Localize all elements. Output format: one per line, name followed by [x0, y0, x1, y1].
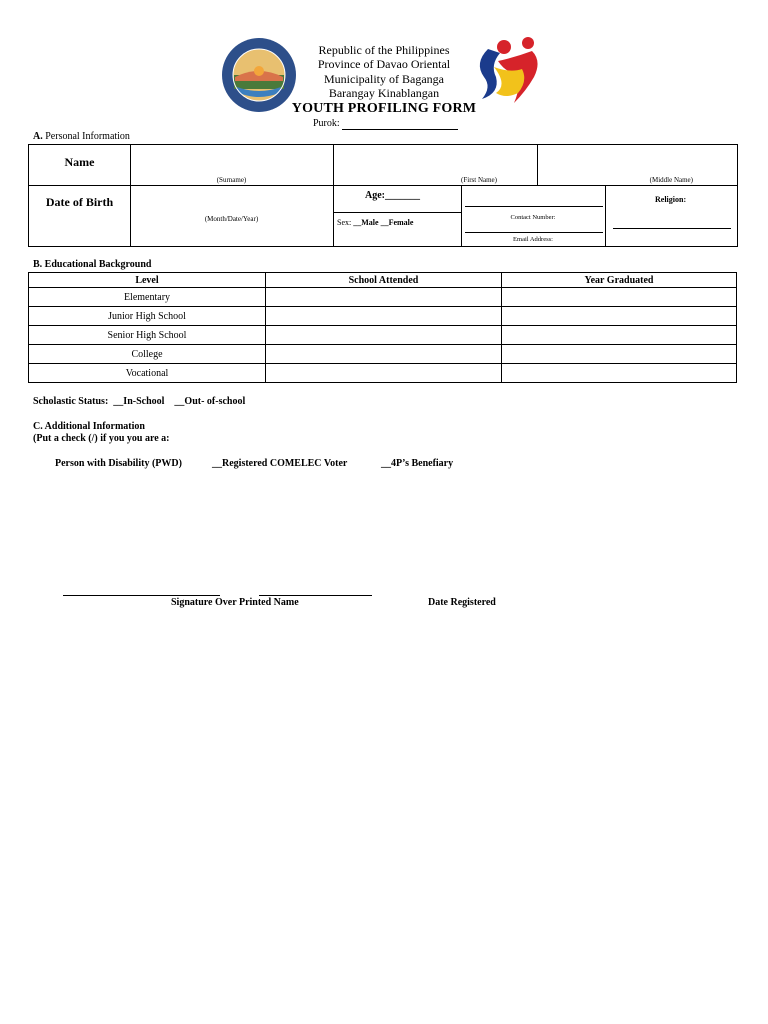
- fourps-option[interactable]: __4P’s Benefiary: [381, 458, 454, 469]
- school-cell[interactable]: [266, 345, 502, 364]
- year-cell[interactable]: [502, 345, 737, 364]
- section-b-heading: B. Educational Background: [33, 259, 152, 270]
- name-label: Name: [64, 155, 95, 169]
- table-row: [29, 307, 737, 326]
- first-name-field[interactable]: (First Name): [461, 176, 497, 184]
- signature-line-2[interactable]: [259, 595, 372, 596]
- year-cell[interactable]: [502, 326, 737, 345]
- pwd-option[interactable]: Person with Disability (PWD): [55, 458, 182, 469]
- out-of-school-option[interactable]: __Out- of-school: [174, 396, 246, 407]
- contact-line[interactable]: [465, 206, 603, 207]
- level-cell: Senior High School: [29, 326, 266, 345]
- contact-number-label: Contact Number:: [510, 214, 556, 221]
- religion-label: Religion:: [655, 195, 687, 204]
- sex-field: Sex: __Male __Female: [337, 218, 414, 227]
- year-cell[interactable]: [502, 288, 737, 307]
- date-registered-label: Date Registered: [428, 597, 496, 608]
- header-barangay: Barangay Kinablangan: [328, 86, 440, 100]
- personal-info-table: [28, 144, 738, 247]
- surname-field[interactable]: (Surname): [216, 176, 247, 184]
- email-address-label: Email Address:: [513, 236, 553, 243]
- signature-label: Signature Over Printed Name: [171, 597, 299, 608]
- purok-field[interactable]: [342, 129, 458, 130]
- year-cell[interactable]: [502, 307, 737, 326]
- column-header-level: Level: [29, 273, 266, 288]
- email-line[interactable]: [465, 232, 603, 233]
- level-cell: Junior High School: [29, 307, 266, 326]
- section-c-heading: C. Additional Information: [33, 421, 145, 432]
- religion-field[interactable]: [613, 228, 731, 229]
- section-a-heading: A. Personal Information: [33, 131, 130, 142]
- education-table: [28, 272, 737, 383]
- age-field[interactable]: Age:_______: [365, 190, 420, 201]
- school-cell[interactable]: [266, 326, 502, 345]
- female-option[interactable]: __Female: [380, 218, 414, 227]
- form-title: YOUTH PROFILING FORM: [291, 101, 477, 116]
- male-option[interactable]: __Male: [353, 218, 379, 227]
- table-row: [29, 288, 737, 307]
- year-cell[interactable]: [502, 364, 737, 383]
- table-row: [29, 364, 737, 383]
- dob-label: Date of Birth: [45, 195, 114, 209]
- column-header-school: School Attended: [266, 273, 502, 288]
- contact-top-line: [465, 185, 603, 186]
- signature-line-1[interactable]: [63, 595, 220, 596]
- table-row: [29, 326, 737, 345]
- school-cell[interactable]: [266, 288, 502, 307]
- column-header-year: Year Graduated: [502, 273, 737, 288]
- header-province: Province of Davao Oriental: [317, 57, 451, 71]
- dob-field[interactable]: (Month/Date/Year): [204, 215, 259, 223]
- school-cell[interactable]: [266, 364, 502, 383]
- in-school-option[interactable]: __In-School: [113, 396, 165, 407]
- level-cell: Vocational: [29, 364, 266, 383]
- section-c-instruction: (Put a check (/) if you you are a:: [33, 433, 170, 444]
- comelec-option[interactable]: __Registered COMELEC Voter: [212, 458, 348, 469]
- school-cell[interactable]: [266, 307, 502, 326]
- scholastic-status: Scholastic Status: __In-School __Out- of-school: [33, 396, 246, 407]
- middle-name-field[interactable]: (Middle Name): [649, 176, 693, 184]
- level-cell: Elementary: [29, 288, 266, 307]
- level-cell: College: [29, 345, 266, 364]
- table-row: [29, 345, 737, 364]
- purok-label: Purok:: [313, 118, 340, 129]
- header-republic: Republic of the Philippines: [318, 43, 450, 57]
- header-municipality: Municipality of Baganga: [324, 72, 444, 86]
